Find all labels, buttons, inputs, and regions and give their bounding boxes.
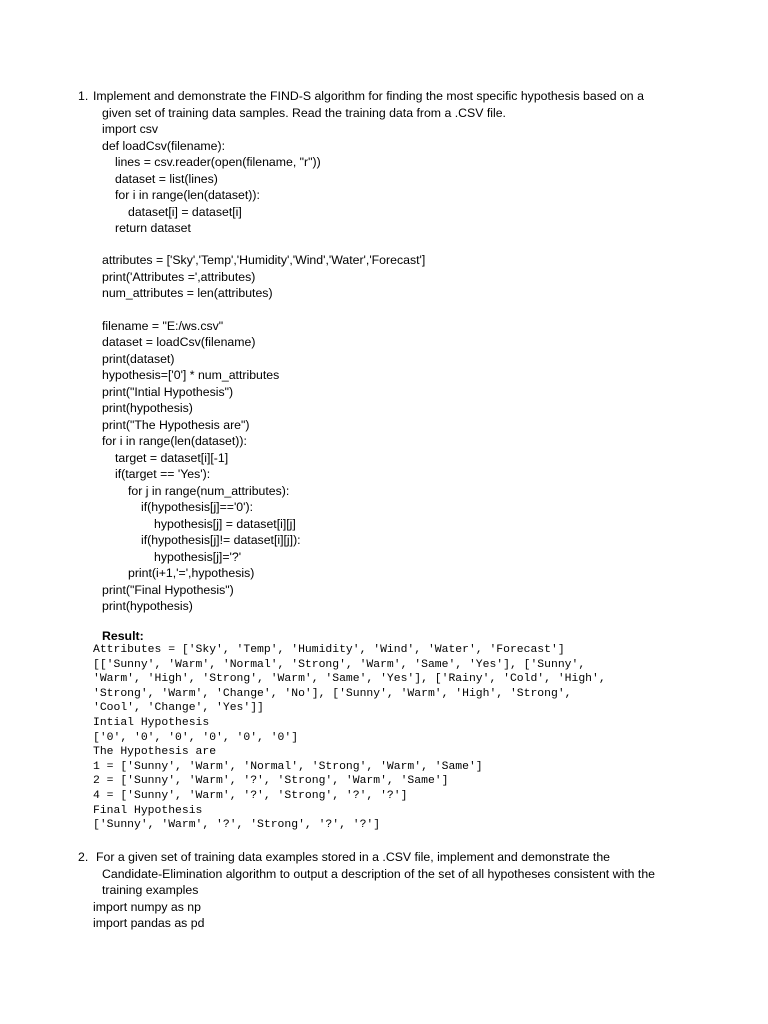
code-line: filename = "E:/ws.csv" xyxy=(102,318,224,333)
code-line: hypothesis=['0'] * num_attributes xyxy=(102,368,280,382)
code-line: print(hypothesis) xyxy=(102,599,193,613)
code-line: import csv xyxy=(102,122,159,136)
code-line: for i in range(len(dataset)): xyxy=(115,188,260,202)
output-line: ['Sunny', 'Warm', '?', 'Strong', '?', '?'] xyxy=(93,819,381,832)
code-line: dataset = list(lines) xyxy=(115,171,218,186)
output-line: 1 = ['Sunny', 'Warm', 'Normal', 'Strong', 'Warm', 'Same'] xyxy=(93,760,483,773)
code-line: for i in range(len(dataset)): xyxy=(102,434,247,448)
section-2-number: 2. xyxy=(78,850,89,864)
code-line: attributes = ['Sky','Temp','Humidity','Wind','Water','Forecast'] xyxy=(102,253,426,267)
code-line: import numpy as np xyxy=(93,899,201,914)
output-line: ['0', '0', '0', '0', '0', '0'] xyxy=(93,731,299,744)
code-line: import pandas as pd xyxy=(93,916,205,930)
code-line: dataset[i] = dataset[i] xyxy=(128,204,242,219)
code-line: if(hypothesis[j]=='0'): xyxy=(141,500,254,514)
output-line: Attributes = ['Sky', 'Temp', 'Humidity', 'Wind', 'Water', 'Forecast'] xyxy=(93,644,565,656)
code-line: for j in range(num_attributes): xyxy=(128,483,290,498)
output-line: [['Sunny', 'Warm', 'Normal', 'Strong', 'Warm', 'Same', 'Yes'], ['Sunny', xyxy=(93,658,586,671)
result-label: Result: xyxy=(102,629,144,643)
code-line: if(target == 'Yes'): xyxy=(115,467,211,481)
code-line: def loadCsv(filename): xyxy=(102,138,226,153)
output-line: Intial Hypothesis xyxy=(93,717,210,729)
section-1-number: 1. xyxy=(78,89,89,103)
code-line: lines = csv.reader(open(filename, "r")) xyxy=(115,155,321,169)
code-line: print(hypothesis) xyxy=(102,401,193,415)
section-2-heading-line-3: training examples xyxy=(102,883,199,897)
code-line: return dataset xyxy=(115,221,191,235)
code-line: num_attributes = len(attributes) xyxy=(102,286,273,300)
output-line: 'Strong', 'Warm', 'Change', 'No'], ['Sunny', 'Warm', 'High', 'Strong', xyxy=(93,687,572,700)
code-line: if(hypothesis[j]!= dataset[i][j]): xyxy=(141,533,301,547)
section-1-heading-line-2: given set of training data samples. Read the training data from a .CSV file. xyxy=(102,105,506,120)
output-line: 2 = ['Sunny', 'Warm', '?', 'Strong', 'Warm', 'Same'] xyxy=(93,775,449,788)
code-line: print(dataset) xyxy=(102,351,175,366)
code-line: print("Final Hypothesis") xyxy=(102,582,234,597)
output-line: The Hypothesis are xyxy=(93,746,217,759)
output-line: 'Cool', 'Change', 'Yes']] xyxy=(93,702,264,715)
code-line: hypothesis[j]='?' xyxy=(154,549,242,564)
output-line: Final Hypothesis xyxy=(93,804,203,817)
code-line: dataset = loadCsv(filename) xyxy=(102,335,256,349)
code-line: print(i+1,'=',hypothesis) xyxy=(128,566,255,580)
output-line: 4 = ['Sunny', 'Warm', '?', 'Strong', '?', '?'] xyxy=(93,790,408,802)
section-2-heading-line-2: Candidate-Elimination algorithm to output a description of the set of all hypotheses consistent with the xyxy=(102,866,655,881)
section-1-heading-line-1: Implement and demonstrate the FIND-S algorithm for finding the most specific hypothesis based on a xyxy=(93,89,644,103)
code-line: target = dataset[i][-1] xyxy=(115,450,229,465)
output-line: 'Warm', 'High', 'Strong', 'Warm', 'Same', 'Yes'], ['Rainy', 'Cold', 'High', xyxy=(93,673,606,686)
code-line: print("Intial Hypothesis") xyxy=(102,384,234,399)
code-line: hypothesis[j] = dataset[i][j] xyxy=(154,516,296,531)
code-line: print("The Hypothesis are") xyxy=(102,417,250,432)
section-2-heading-line-1: For a given set of training data examples stored in a .CSV file, implement and demonstrate the xyxy=(96,850,611,864)
code-line: print('Attributes =',attributes) xyxy=(102,269,256,284)
